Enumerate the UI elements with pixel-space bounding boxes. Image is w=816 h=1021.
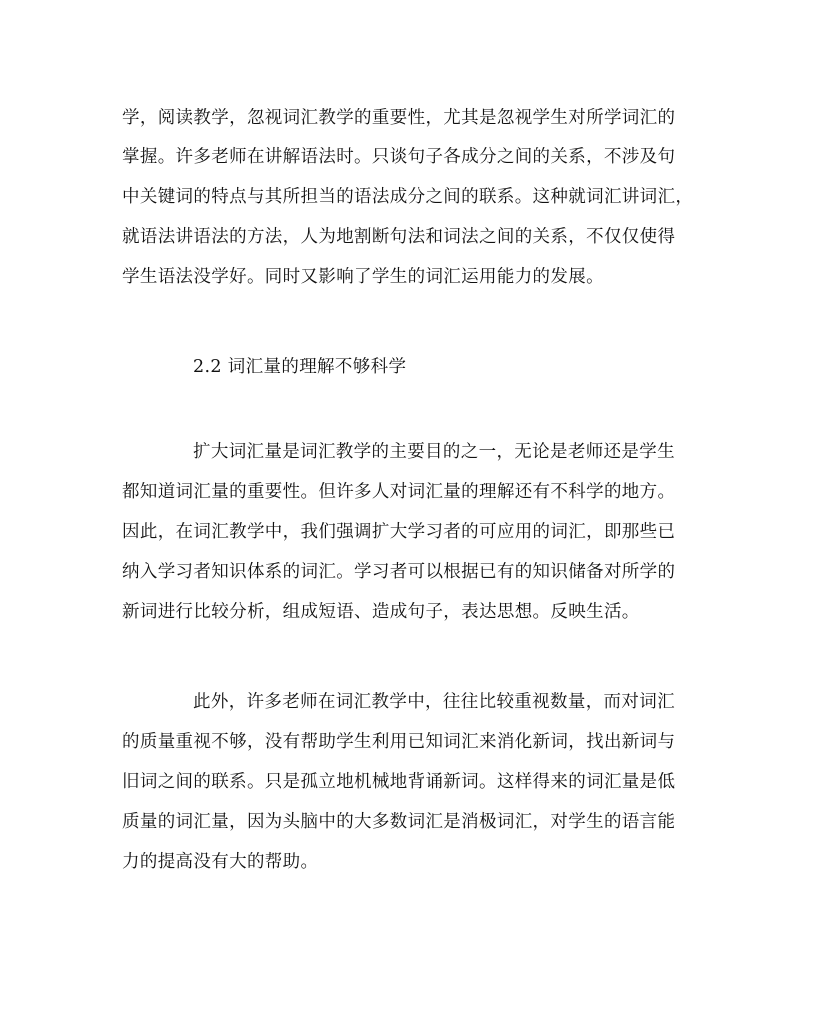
section-heading: 2.2 词汇量的理解不够科学 [193,357,407,377]
paragraph-2-line-4: 纳入学习者知识体系的词汇。学习者可以根据已有的知识储备对所学的 [122,562,676,582]
paragraph-1-line-5: 学生语法没学好。同时又影响了学生的词汇运用能力的发展。 [122,267,604,287]
paragraph-3-line-1: 此外，许多老师在词汇教学中，往往比较重视数量，而对词汇 [193,692,675,712]
paragraph-3-line-5: 力的提高没有大的帮助。 [122,852,319,872]
paragraph-3-line-3: 旧词之间的联系。只是孤立地机械地背诵新词。这样得来的词汇量是低 [122,772,676,792]
paragraph-1-line-4: 就语法讲语法的方法，人为地割断句法和词法之间的关系，不仅仅使得 [122,227,676,247]
paragraph-2-line-5: 新词进行比较分析，组成短语、造成句子，表达思想。反映生活。 [122,602,640,622]
paragraph-1-line-3: 中关键词的特点与其所担当的语法成分之间的联系。这种就词汇讲词汇， [122,187,694,207]
paragraph-3-line-2: 的质量重视不够，没有帮助学生利用已知词汇来消化新词，找出新词与 [122,732,676,752]
paragraph-2-line-1: 扩大词汇量是词汇教学的主要目的之一，无论是老师还是学生 [193,442,675,462]
paragraph-1-line-2: 掌握。许多老师在讲解语法时。只谈句子各成分之间的关系，不涉及句 [122,147,676,167]
paragraph-2-line-3: 因此，在词汇教学中，我们强调扩大学习者的可应用的词汇，即那些已 [122,522,676,542]
paragraph-2-line-2: 都知道词汇量的重要性。但许多人对词汇量的理解还有不科学的地方。 [122,482,676,502]
paragraph-1-line-1: 学，阅读教学，忽视词汇教学的重要性，尤其是忽视学生对所学词汇的 [122,108,676,128]
paragraph-3-line-4: 质量的词汇量，因为头脑中的大多数词汇是消极词汇，对学生的语言能 [122,812,676,832]
